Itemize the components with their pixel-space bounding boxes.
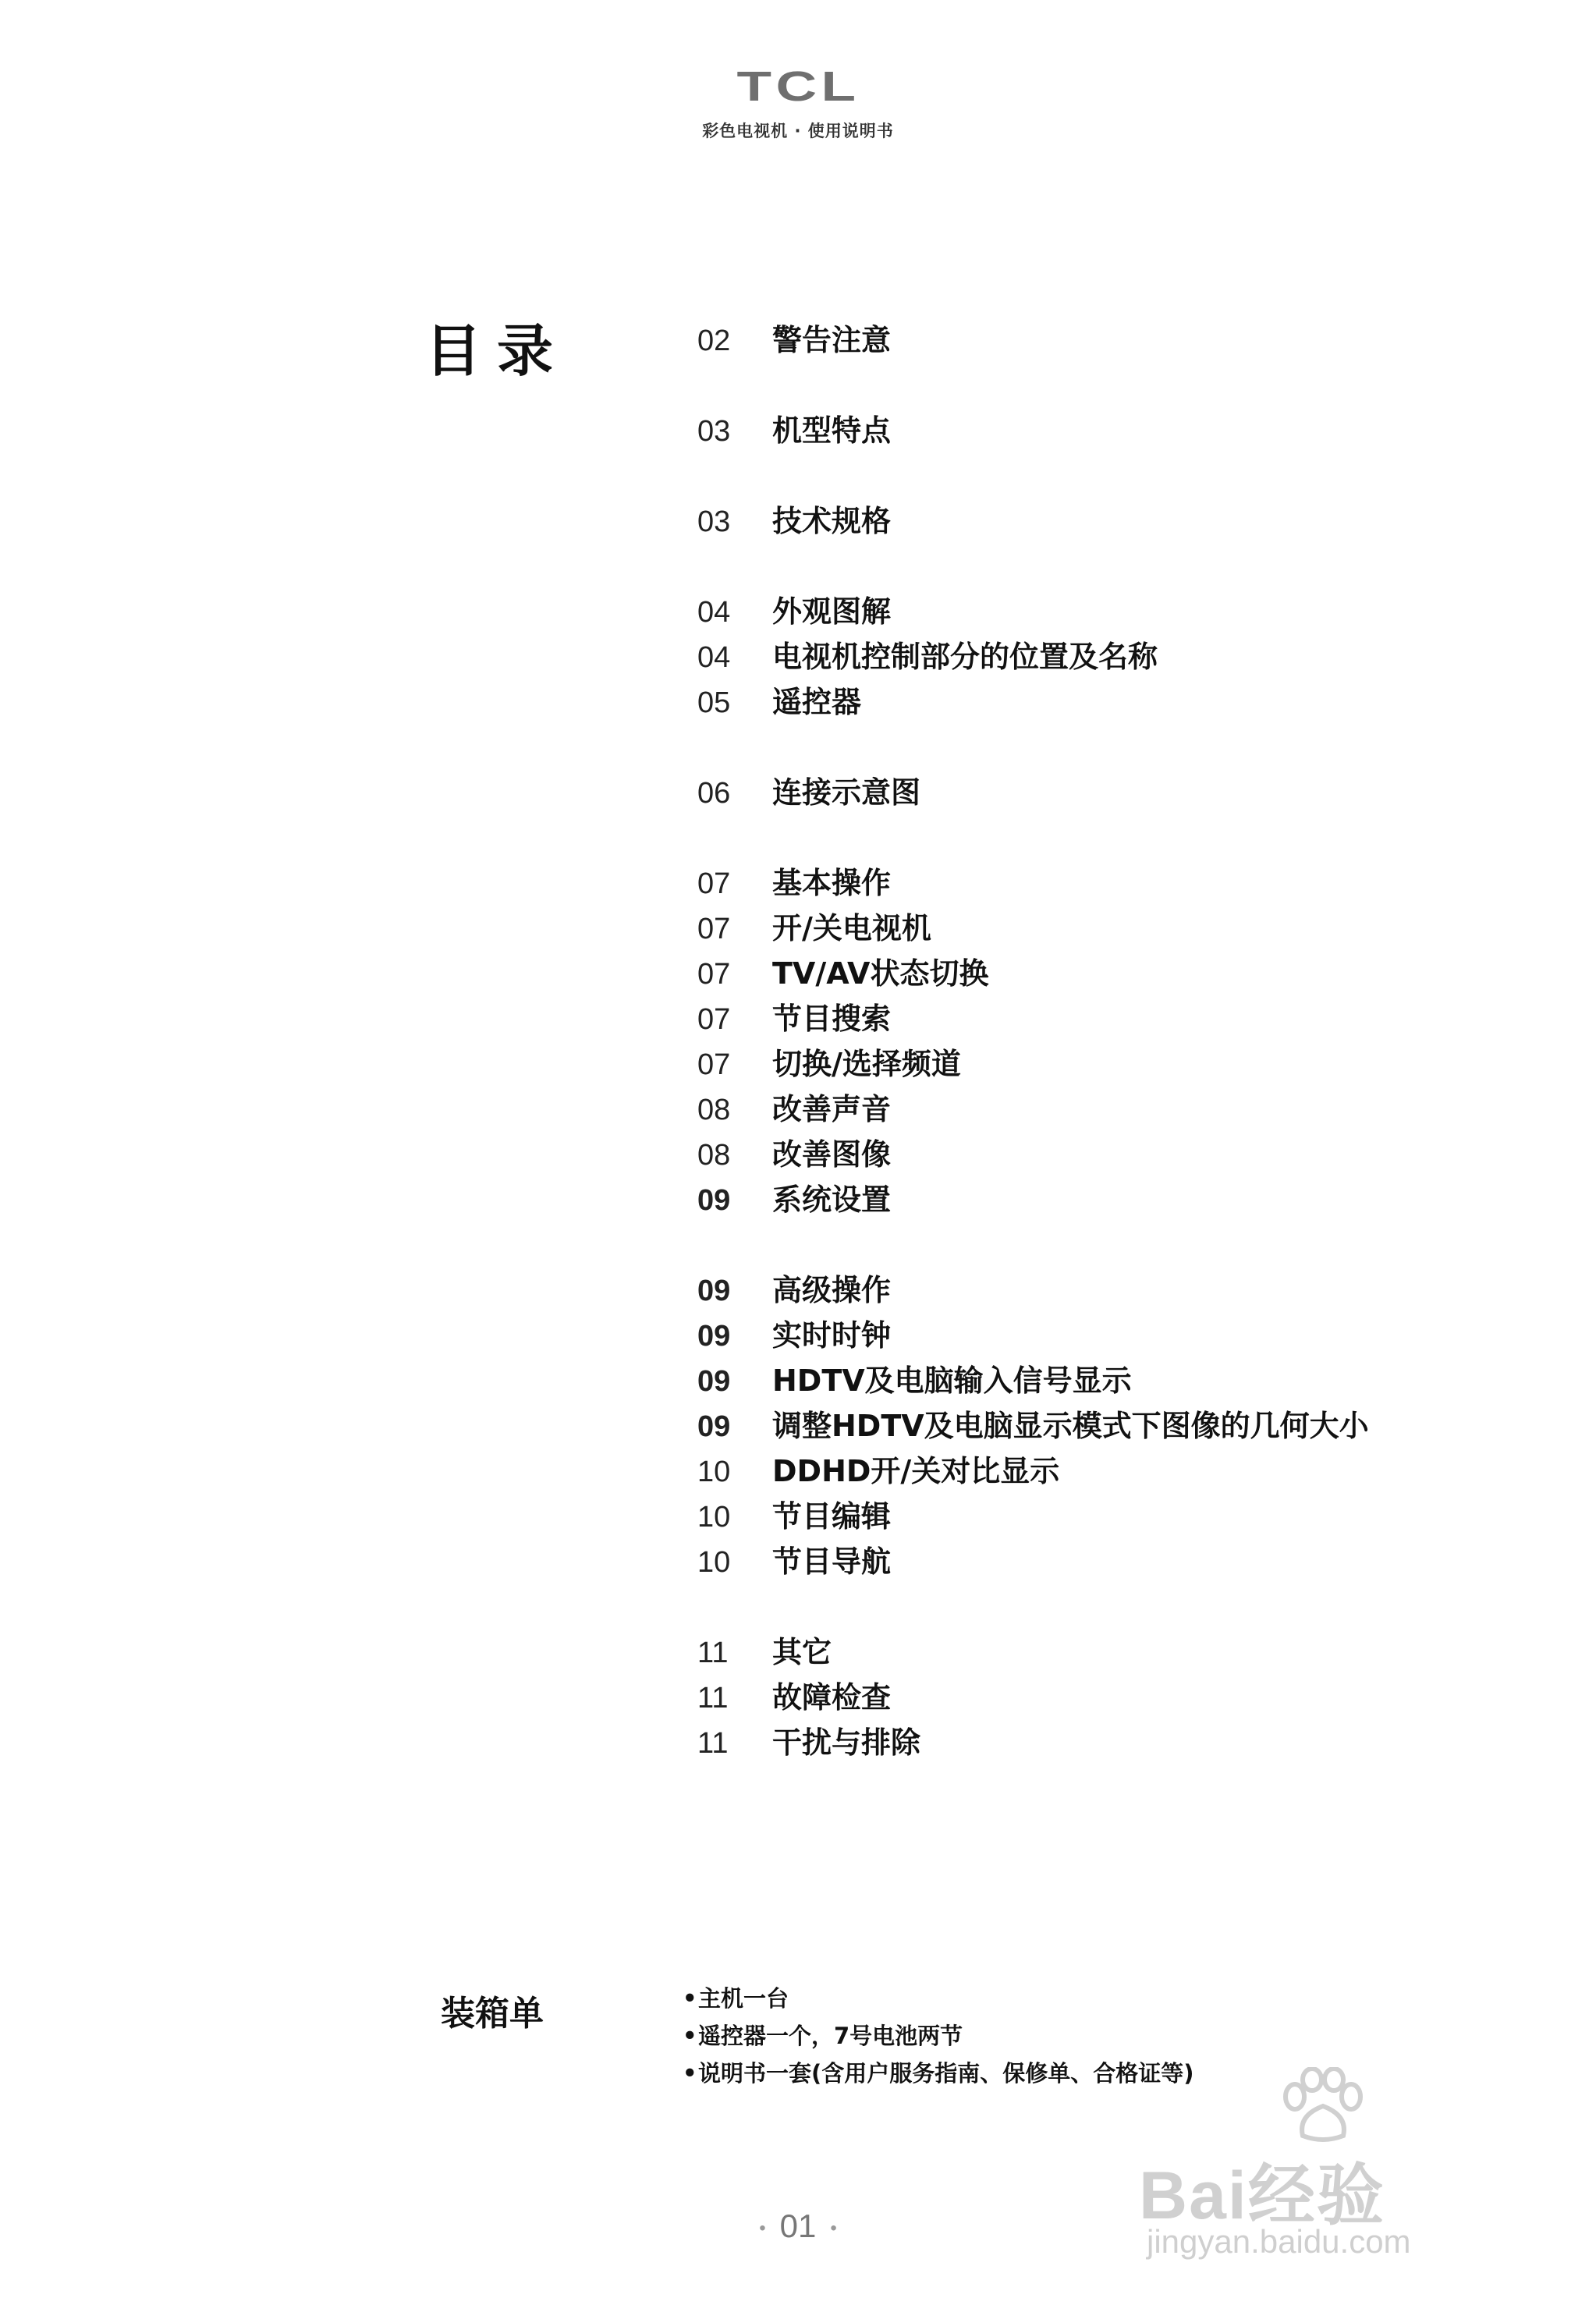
toc-page-number: 11 [697,1682,729,1715]
toc-group [697,406,1477,452]
toc-page-number: 06 [697,777,731,810]
toc-page-number: 07 [697,1003,731,1036]
toc-entry-label: 外观图解 [772,594,892,629]
toc-entry [697,633,1477,678]
toc-entry-label: 干扰与排除 [772,1725,921,1760]
toc-entry [697,678,1477,723]
page-number-bullet-left: • [759,2217,766,2239]
toc-entry-label: 故障检查 [772,1680,892,1715]
toc-entry-label: 节目导航 [772,1544,892,1579]
toc-entry [697,859,1477,904]
toc-page-number: 10 [697,1501,731,1534]
toc-entry-label: 切换/选择频道 [772,1047,961,1081]
tcl-logo: TCL [736,63,860,110]
toc-page-number: 11 [697,1637,729,1669]
toc-entry-label: 改善图像 [772,1137,892,1172]
toc-entry [697,995,1477,1040]
toc-entry [697,949,1477,995]
toc-group [697,316,1477,361]
toc-group [697,768,1477,814]
toc-entry-label: 系统设置 [772,1183,892,1217]
toc-entry-label: 调整HDTV及电脑显示模式下图像的几何大小 [772,1409,1369,1443]
toc-entry [697,587,1477,633]
toc-page-number: 08 [697,1094,731,1126]
toc-entry-label: DDHD开/关对比显示 [772,1454,1060,1488]
toc-page-number: 04 [697,641,731,674]
toc-entry [697,1447,1477,1492]
toc-title: 目录 [425,318,569,384]
toc-group [697,587,1477,723]
watermark-url: jingyan.baidu.com [1147,2223,1411,2260]
toc-page-number: 10 [697,1456,731,1488]
toc-entry-label: HDTV及电脑输入信号显示 [772,1363,1132,1398]
toc-entry [697,1718,1477,1764]
toc-entry [697,316,1477,361]
toc-entry [697,406,1477,452]
toc-entry [697,1085,1477,1130]
toc-entry-label: 其它 [772,1635,832,1669]
toc-group [697,1628,1477,1764]
packing-list [683,1981,1194,2094]
toc-page-number: 03 [697,505,731,538]
toc-page-number: 08 [697,1139,731,1172]
toc-entry [697,1130,1477,1176]
packing-list-item [683,2056,1194,2094]
toc-entry [697,1311,1477,1356]
toc-entry [697,768,1477,814]
toc-entry-label: 机型特点 [772,413,892,448]
toc-entry [697,904,1477,949]
baidu-watermark [1139,2067,1529,2270]
toc-page-number: 02 [697,324,731,357]
toc-entry-label: 改善声音 [772,1092,892,1126]
toc-entry-label: 警告注意 [772,323,892,357]
toc-entry-label: 高级操作 [772,1273,892,1307]
toc-group [697,1266,1477,1583]
packing-list-title: 装箱单 [441,1994,544,2034]
toc-entry-label: TV/AV状态切换 [772,956,989,991]
packing-list-item-text: 遥控器一个，7号电池两节 [698,2023,963,2049]
packing-list-item [683,1981,1194,2019]
toc-page-number: 11 [697,1727,729,1760]
toc-entry-label: 基本操作 [772,866,892,900]
toc-page-number: 09 [697,1184,731,1217]
toc-entry-label: 电视机控制部分的位置及名称 [772,640,1158,674]
toc-entry-label: 连接示意图 [772,775,921,810]
watermark-brand: Bai经验 [1139,2158,1385,2233]
toc-entry-label: 开/关电视机 [772,911,931,945]
toc-entry-label: 节目搜索 [772,1002,892,1036]
toc-page-number: 05 [697,686,731,719]
toc-entry-label: 技术规格 [772,504,892,538]
toc-entry-label: 遥控器 [772,685,862,719]
packing-list-item-text: 主机一台 [698,1985,789,2012]
page-number-value: 01 [779,2207,817,2244]
toc-page-number: 07 [697,867,731,900]
toc-entry [697,1040,1477,1085]
toc-entry [697,1537,1477,1583]
toc-group [697,497,1477,542]
bullet-icon: • [683,2023,697,2049]
toc-page-number: 09 [697,1365,731,1398]
toc-entry [697,1628,1477,1673]
toc-page-number: 07 [697,913,731,945]
toc-entry [697,497,1477,542]
toc-page-number: 07 [697,1048,731,1081]
bullet-icon: • [683,2060,697,2087]
toc-entry [697,1492,1477,1537]
toc-page-number: 03 [697,415,731,448]
toc-entry-label: 节目编辑 [772,1499,892,1534]
bullet-icon: • [683,1985,697,2012]
toc-entry [697,1402,1477,1447]
toc-entry [697,1356,1477,1402]
toc-entry [697,1176,1477,1221]
page-number-bullet-right: • [830,2217,837,2239]
toc-entry [697,1673,1477,1718]
toc-page-number: 04 [697,596,731,629]
packing-list-item [683,2019,1194,2056]
toc-page-number: 09 [697,1275,731,1307]
toc-entry [697,1266,1477,1311]
baidu-paw-icon [1279,2067,1365,2145]
toc-entry-label: 实时时钟 [772,1318,892,1353]
toc-group [697,859,1477,1221]
document-subtitle: 彩色电视机 · 使用说明书 [702,122,894,140]
table-of-contents [697,316,1477,1809]
toc-page-number: 07 [697,958,731,991]
document-header [0,62,1596,142]
packing-list-item-text: 说明书一套(含用户服务指南、保修单、合格证等) [698,2060,1194,2087]
toc-page-number: 10 [697,1546,731,1579]
toc-page-number: 09 [697,1410,731,1443]
toc-page-number: 09 [697,1320,731,1353]
